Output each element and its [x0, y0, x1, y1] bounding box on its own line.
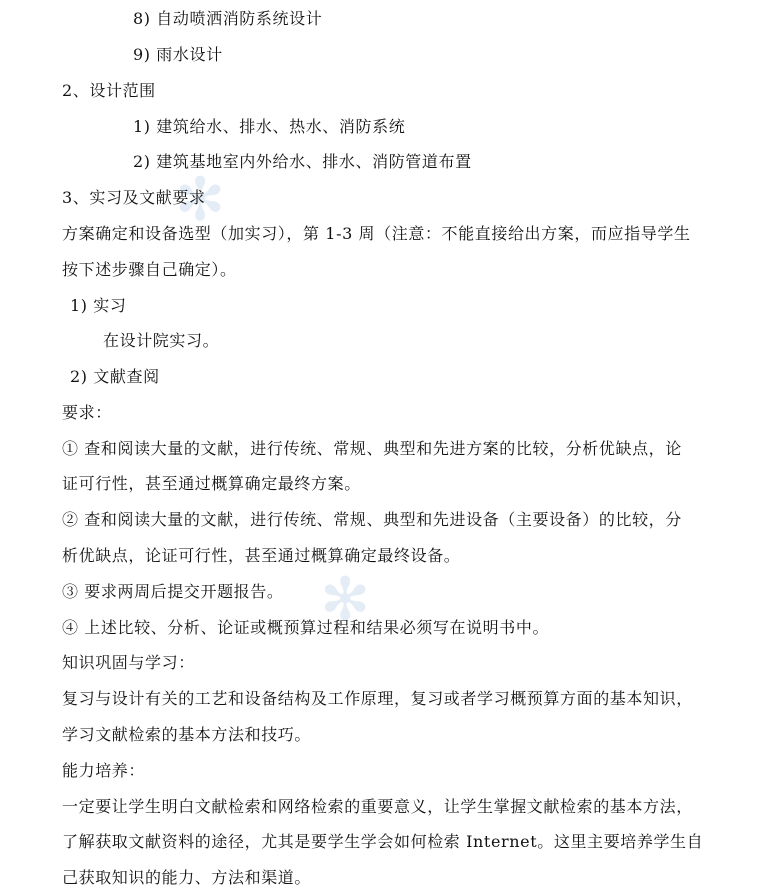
knowledge-line-2: 学习文献检索的基本方法和技巧。 [62, 725, 312, 744]
internship-detail: 在设计院实习。 [103, 331, 220, 350]
requirement-4: ④ 上述比较、分析、论证或概预算过程和结果必须写在说明书中。 [62, 618, 550, 637]
requirement-1-line-1: ① 查和阅读大量的文献，进行传统、常规、典型和先进方案的比较，分析优缺点，论 [62, 439, 682, 458]
ability-heading: 能力培养： [62, 761, 146, 780]
ability-line-3: 己获取知识的能力、方法和渠道。 [62, 868, 312, 887]
watermark-emblem-icon: ✻ [175, 165, 226, 235]
requirement-2-line-2: 析优缺点，论证可行性，甚至通过概算确定最终设备。 [62, 546, 461, 565]
ability-line-1: 一定要让学生明白文献检索和网络检索的重要意义，让学生掌握文献检索的基本方法， [62, 797, 693, 816]
requirement-3: ③ 要求两周后提交开题报告。 [62, 582, 284, 601]
subitem-literature-review: 2) 文献查阅 [70, 367, 160, 386]
subitem-internship: 1) 实习 [70, 296, 127, 315]
requirement-1-line-2: 证可行性，甚至通过概算确定最终方案。 [62, 474, 361, 493]
list-item-9-rainwater-design: 9) 雨水设计 [133, 45, 223, 64]
section-heading-design-scope: 2、设计范围 [62, 81, 156, 100]
knowledge-heading: 知识巩固与学习： [62, 653, 195, 672]
requirement-2-line-1: ② 查和阅读大量的文献，进行传统、常规、典型和先进设备（主要设备）的比较，分 [62, 510, 682, 529]
requirements-label: 要求： [62, 403, 112, 422]
paragraph-scheme-line-2: 按下述步骤自己确定）。 [62, 260, 237, 279]
section-heading-internship-literature: 3、实习及文献要求 [62, 188, 206, 207]
scope-item-2: 2) 建筑基地室内外给水、排水、消防管道布置 [133, 152, 472, 171]
list-item-8-sprinkler-design: 8) 自动喷洒消防系统设计 [133, 9, 323, 28]
scope-item-1: 1) 建筑给水、排水、热水、消防系统 [133, 117, 406, 136]
paragraph-scheme-line-1: 方案确定和设备选型（加实习），第 1-3 周（注意：不能直接给出方案，而应指导学生 [62, 224, 691, 243]
knowledge-line-1: 复习与设计有关的工艺和设备结构及工作原理，复习或者学习概预算方面的基本知识， [62, 689, 693, 708]
watermark-emblem-icon: ✻ [320, 565, 371, 635]
ability-line-2: 了解获取文献资料的途径，尤其是要学生学会如何检索 Internet。这里主要培养学生自 [62, 832, 704, 851]
